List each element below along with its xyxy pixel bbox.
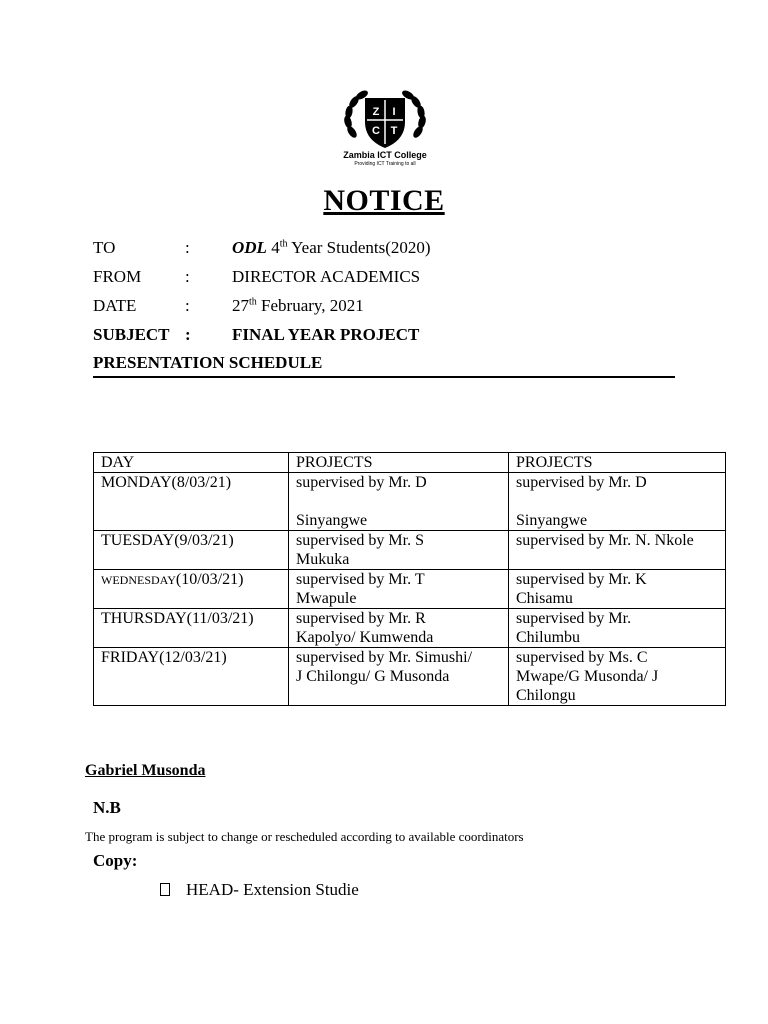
table-row: [94, 531, 726, 570]
day-cell: TUESDAY(9/03/21): [94, 531, 289, 570]
table-row: [94, 648, 726, 706]
day-cell: MONDAY(8/03/21): [94, 473, 289, 531]
project-cell: supervised by Mr. Simushi/ J Chilongu/ G Musonda: [289, 648, 509, 706]
date-value: 27th February, 2021: [232, 296, 364, 315]
table-header-row: [94, 453, 726, 473]
project-cell: supervised by Mr. S Mukuka: [289, 531, 509, 570]
table-row: [94, 473, 726, 531]
table-row: [94, 570, 726, 609]
date-label: DATE: [93, 296, 137, 315]
notice-title: NOTICE: [323, 184, 445, 217]
project-cell: supervised by Mr. R Kapolyo/ Kumwenda: [289, 609, 509, 648]
subject-value: FINAL YEAR PROJECT: [232, 325, 420, 344]
project-cell: supervised by Mr. D Sinyangwe: [289, 473, 509, 531]
copy-list-item: [160, 880, 359, 900]
header-projects-2: PROJECTS: [509, 453, 726, 473]
logo-letter-t: T: [390, 125, 398, 137]
copy-item-text: HEAD- Extension Studie: [186, 880, 359, 899]
from-colon: :: [185, 267, 190, 286]
logo-college-name: Zambia ICT College: [343, 150, 427, 160]
subject-label: SUBJECT: [93, 325, 170, 344]
header-divider: [93, 376, 675, 378]
project-cell: supervised by Mr. Chilumbu: [509, 609, 726, 648]
nb-heading: N.B: [93, 798, 121, 817]
project-cell: supervised by Mr. K Chisamu: [509, 570, 726, 609]
schedule-table: [93, 452, 726, 706]
to-label: TO: [93, 238, 116, 257]
logo-letter-z: Z: [372, 106, 380, 118]
project-cell: supervised by Ms. C Mwape/G Musonda/ J Chilongu: [509, 648, 726, 706]
header-day: DAY: [94, 453, 289, 473]
subject-colon: :: [185, 325, 191, 344]
project-cell: supervised by Mr. T Mwapule: [289, 570, 509, 609]
logo-tagline: Providing ICT Training to all: [354, 161, 416, 167]
day-cell: THURSDAY(11/03/21): [94, 609, 289, 648]
logo-letter-i: I: [392, 106, 396, 118]
signatory-name: Gabriel Musonda: [85, 762, 206, 779]
logo-letter-c: C: [372, 125, 380, 137]
to-value: ODL 4th Year Students(2020): [232, 238, 431, 257]
copy-label: Copy:: [93, 851, 138, 870]
project-cell: supervised by Mr. D Sinyangwe: [509, 473, 726, 531]
from-label: FROM: [93, 267, 142, 286]
date-colon: :: [185, 296, 190, 315]
header-projects-1: PROJECTS: [289, 453, 509, 473]
to-colon: :: [185, 238, 190, 257]
nb-note: The program is subject to change or rescheduled according to available coordinators: [85, 829, 524, 844]
day-cell: WEDNESDAY(10/03/21): [94, 570, 289, 609]
bullet-icon: [160, 883, 170, 896]
subject-continuation: PRESENTATION SCHEDULE: [93, 353, 323, 372]
day-cell: FRIDAY(12/03/21): [94, 648, 289, 706]
project-cell: supervised by Mr. N. Nkole: [509, 531, 726, 570]
from-value: DIRECTOR ACADEMICS: [232, 267, 421, 286]
table-row: [94, 609, 726, 648]
